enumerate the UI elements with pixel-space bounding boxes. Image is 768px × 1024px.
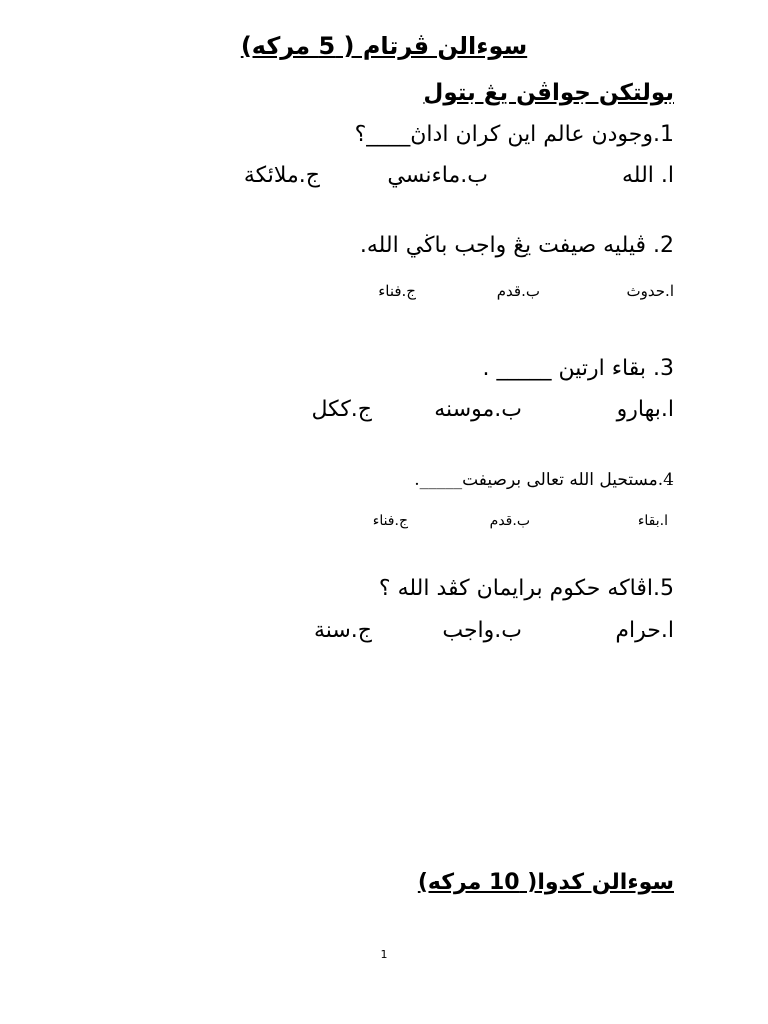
q4-option-c: ج.فناء <box>372 513 408 529</box>
question-1-options <box>0 163 768 195</box>
q1-option-b: ب.ماءنسي <box>387 163 488 188</box>
q4-option-a: ا.بقاء <box>637 513 668 529</box>
q1-option-a: ا. الله <box>622 163 674 188</box>
question-4: 4.مستحيل الله تعالى برصيفت_____. <box>414 470 674 490</box>
q5-option-a: ا.حرام <box>615 618 674 643</box>
q2-option-c: ج.فناء <box>378 282 416 300</box>
question-3-options <box>0 397 768 429</box>
question-4-options <box>0 513 768 545</box>
question-5: 5.اڤاكه حكوم برايمان كڤد الله ؟ <box>378 576 674 601</box>
q3-option-c: ج.ككل <box>311 397 372 422</box>
q5-option-b: ب.واجب <box>442 618 522 643</box>
q4-option-b: ب.قدم <box>489 513 530 529</box>
section-2-title: سوءالن كدوا( 10 مركه) <box>417 870 674 895</box>
page-number: 1 <box>380 948 388 961</box>
instruction-heading: بولتكن جواڤن يڠ بتول <box>423 80 674 106</box>
q3-option-a: ا.بهارو <box>616 397 674 422</box>
question-3: 3. بقاء ارتين _____ . <box>482 356 674 381</box>
question-5-options <box>0 618 768 650</box>
q1-option-c: ج.ملائكة <box>243 163 320 188</box>
section-1-title: سوءالن ڤرتام ( 5 مركه) <box>240 32 528 60</box>
q5-option-c: ج.سنة <box>313 618 372 643</box>
q3-option-b: ب.موسنه <box>434 397 522 422</box>
q2-option-b: ب.قدم <box>496 282 540 300</box>
q2-option-a: ا.حدوث <box>626 282 674 300</box>
question-1: 1.وجودن عالم اين كران اداڽ____؟ <box>354 122 674 147</box>
question-2: 2. ڤيليه صيفت يڠ واجب باڬي الله. <box>359 233 674 258</box>
question-2-options <box>0 282 768 314</box>
